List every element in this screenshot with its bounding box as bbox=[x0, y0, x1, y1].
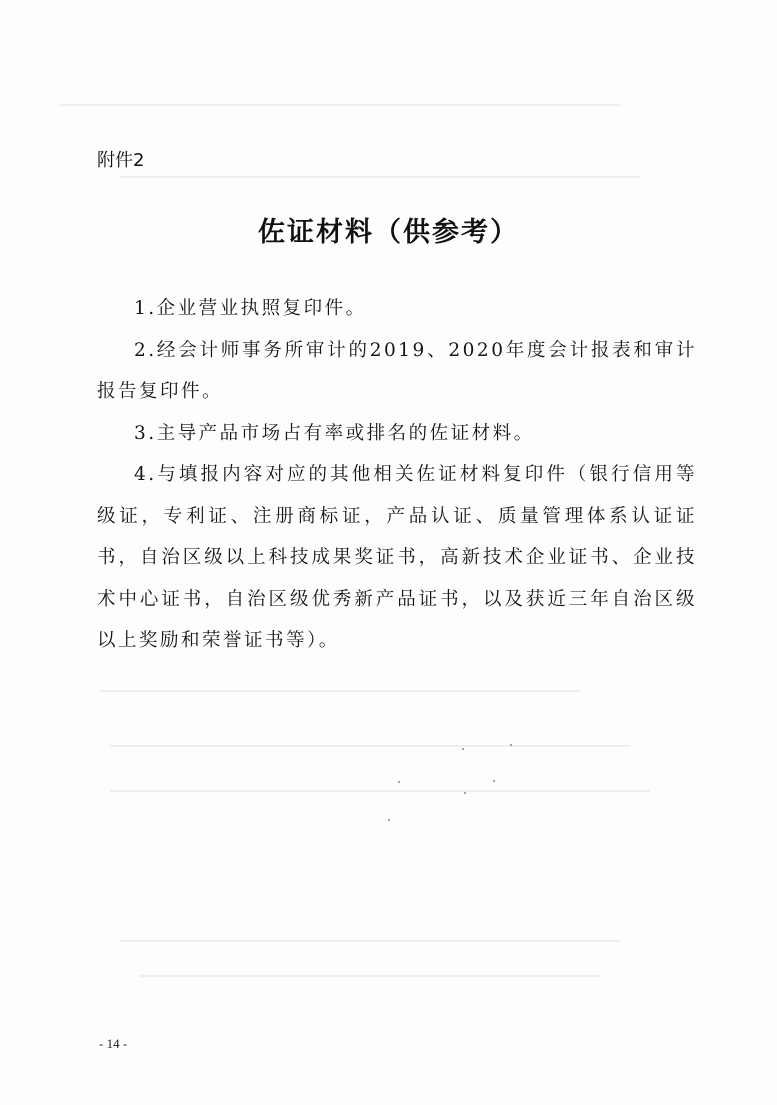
show-through-line bbox=[120, 940, 620, 942]
materials-list bbox=[97, 288, 697, 662]
scan-speck bbox=[493, 780, 495, 782]
show-through-line bbox=[110, 745, 630, 747]
show-through-line bbox=[140, 975, 600, 977]
scan-speck bbox=[462, 748, 464, 750]
show-through-line bbox=[120, 176, 640, 178]
attachment-label: 附件2 bbox=[97, 150, 145, 171]
scan-speck bbox=[388, 819, 390, 821]
list-item: 4.与填报内容对应的其他相关佐证材料复印件（银行信用等级证，专利证、注册商标证，产品认证、质量管理体系认证证书，自治区级以上科技成果奖证书，高新技术企业证书、企业技术中心证书，自治区级优秀新产品证书，以及获近三年自治区级以上奖励和荣誉证书等）。 bbox=[97, 464, 697, 651]
scan-speck bbox=[398, 781, 400, 783]
list-item: 3.主导产品市场占有率或排名的佐证材料。 bbox=[134, 422, 535, 444]
show-through-line bbox=[110, 790, 650, 792]
page-number: - 14 - bbox=[99, 1036, 128, 1051]
show-through-line bbox=[60, 104, 620, 106]
document-title: 佐证材料（供参考） bbox=[258, 217, 519, 248]
list-item: 1.企业营业执照复印件。 bbox=[134, 298, 367, 319]
show-through-line bbox=[100, 690, 580, 692]
scan-speck bbox=[464, 792, 466, 794]
list-item: 2.经会计师事务所审计的2019、2020年度会计报表和审计报告复印件。 bbox=[97, 339, 697, 402]
scan-speck bbox=[510, 744, 512, 746]
